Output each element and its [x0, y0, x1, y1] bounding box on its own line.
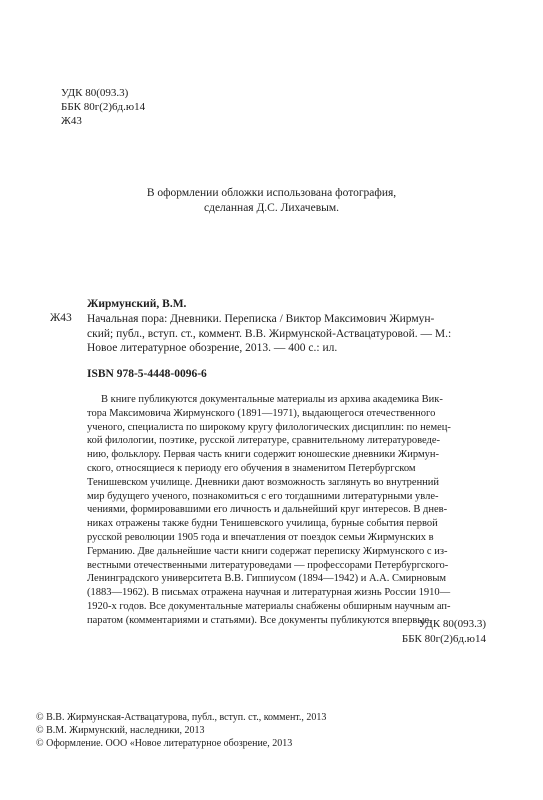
copyright-line: © Оформление. ООО «Новое литературное обозрение, 2013 — [36, 737, 293, 749]
udk-code: УДК 80(093.3) — [61, 87, 129, 99]
abstract-line: В книге публикуются документальные материалы из архива академика Вик- — [101, 394, 443, 405]
copyright-notices — [36, 712, 326, 750]
biblio-line: Начальная пора: Дневники. Переписка / Виктор Максимович Жирмун- — [87, 313, 435, 325]
abstract-line: тора Максимовича Жирмунского (1891—1971), выдающегося отечественного — [87, 407, 436, 419]
abstract-line: вестными отечественными литературоведами — профессорами Петербургского- — [87, 559, 449, 571]
record-index: Ж43 — [50, 312, 72, 324]
abstract-line: Ленинградского университета В.В. Гиппиусом (1894—1942) и А.А. Смирновым — [87, 573, 447, 585]
abstract — [87, 393, 487, 628]
abstract-line: нию, фольклору. Первая часть книги содержит юношеские дневники Жирмун- — [87, 449, 439, 461]
isbn: ISBN 978-5-4448-0096-6 — [87, 368, 207, 380]
udk-code-bottom: УДК 80(093.3) — [418, 618, 486, 630]
abstract-line: кой филологии, поэтике, русской литературе, сравнительному литературоведе- — [87, 435, 441, 447]
author-index: Ж43 — [61, 115, 82, 127]
abstract-line: русской революции 1905 года и впечатления от поездок семьи Жирмунских в — [87, 531, 434, 543]
abstract-line: чениями, формировавшими его личность и дальнейший круг интересов. В днев- — [87, 504, 448, 516]
copyright-line: © В.В. Жирмунская-Аствацатурова, публ., вступ. ст., коммент., 2013 — [36, 712, 327, 723]
copyright-line: © В.М. Жирмунский, наследники, 2013 — [36, 724, 205, 736]
abstract-line: ученого, специалиста по широкому кругу филологических дисциплин: по немец- — [87, 421, 451, 433]
biblio-line: ский; публ., вступ. ст., коммент. В.В. Жирмунской-Аствацатуровой. — М.: — [87, 327, 452, 340]
bibliographic-description — [87, 311, 487, 356]
cover-note-line: сделанная Д.С. Лихачевым. — [203, 202, 339, 214]
abstract-line: мир будущего ученого, познакомиться с его тогдашними литературными увле- — [87, 490, 439, 502]
abstract-line: (1883—1962). В письмах отражена научная и литературная жизнь России 1910— — [87, 587, 451, 599]
record-author: Жирмунский, В.М. — [87, 298, 187, 310]
abstract-line: ского, относящиеся к периоду его обучения в знаменитом Петербургском — [87, 462, 416, 474]
biblio-line: Новое литературное обозрение, 2013. — 400 с.: ил. — [87, 342, 338, 354]
cover-note-line: В оформлении обложки использована фотография, — [146, 187, 397, 199]
cover-photo-note — [0, 186, 543, 216]
bbk-code: ББК 80г(2)6д.ю14 — [61, 101, 146, 113]
classification-codes — [61, 86, 145, 128]
abstract-line: 1920-х годов. Все документальные материалы снабжены обширным научным ап- — [87, 600, 451, 612]
bottom-classification-codes — [402, 617, 486, 647]
abstract-line: Германию. Две дальнейшие части книги содержат переписку Жирмунского с из- — [87, 545, 448, 557]
abstract-line: Тенишевском училище. Дневники дают возможность заглянуть во внутренний — [87, 476, 440, 488]
abstract-line: никах отражены также будни Тенишевского училища, бурные события первой — [87, 518, 438, 530]
bbk-code-bottom: ББК 80г(2)6д.ю14 — [401, 633, 486, 645]
abstract-line: паратом (комментариями и статьями). Все документы публикуются впервые. — [87, 614, 432, 626]
